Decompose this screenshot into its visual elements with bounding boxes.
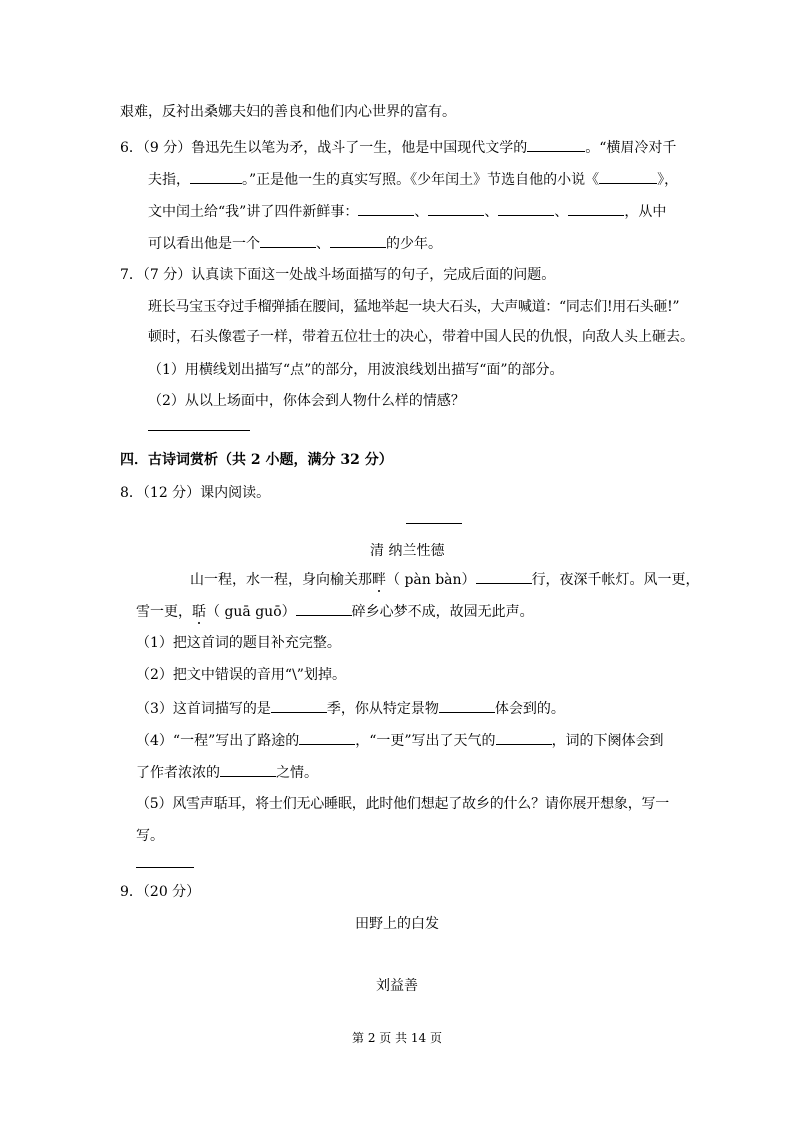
q8-title: 8．（12 分）课内阅读。 (120, 485, 271, 501)
poem-line-1 (190, 569, 700, 589)
q8-text: 了作者浓浓的 (136, 765, 220, 781)
q8-text: 体会到的。 (494, 701, 565, 717)
pinyin-options: （ guā guō） (206, 604, 296, 620)
answer-blank[interactable] (527, 137, 585, 152)
q8-text: （3）这首词描写的是 (136, 701, 271, 717)
q8-text: ，“一更”写出了天气的 (355, 733, 496, 749)
answer-blank[interactable] (190, 169, 242, 184)
article-title: 田野上的白发 (355, 916, 439, 932)
answer-blank[interactable] (498, 201, 554, 216)
q8-sub-question-2: （2）把文中错误的音用“\”划掉。 (136, 667, 346, 683)
answer-blank[interactable] (358, 201, 414, 216)
dotted-character: 畔 (372, 572, 386, 588)
answer-blank[interactable] (220, 762, 276, 777)
separator: 、 (414, 204, 429, 220)
q6-text: 》， (657, 172, 679, 188)
q7-passage-line-1: 班长马宝玉夺过手榴弹插在腰间，猛地举起一块大石头，大声喊道：“同志们!用石头砸!” (148, 299, 680, 315)
answer-blank[interactable] (299, 730, 355, 745)
q6-text: 文中闰土给“我”讲了四件新鲜事： (148, 204, 359, 220)
dotted-character: 聒 (192, 604, 206, 620)
q8-sub-question-3 (136, 698, 565, 718)
q6-text: 的少年。 (386, 236, 442, 252)
q8-text: 之情。 (276, 765, 318, 781)
poem-text: 行，夜深千帐灯。风一更， (531, 572, 700, 588)
q6-line-1 (120, 137, 676, 157)
answer-blank[interactable] (296, 601, 352, 616)
q8-sub-question-5-cont: 写。 (136, 828, 164, 844)
answer-blank[interactable] (271, 698, 327, 713)
q6-line-3 (148, 201, 666, 221)
q8-text: （4）“一程”写出了路途的 (136, 733, 300, 749)
answer-blank[interactable] (599, 169, 657, 184)
q8-sub-question-1: （1）把这首词的题目补充完整。 (136, 635, 341, 651)
q7-sub-question-1: （1）用横线划出描写“点”的部分，用波浪线划出描写“面”的部分。 (148, 362, 564, 378)
separator: 、 (554, 204, 569, 220)
separator: 、 (484, 204, 499, 220)
answer-line[interactable] (148, 430, 250, 431)
answer-blank[interactable] (260, 233, 316, 248)
q6-text: 。“横眉冷对千 (585, 140, 677, 156)
q8-text: ，词的下阕体会到 (551, 733, 664, 749)
q6-text: 6．（9 分）鲁迅先生以笔为矛，战斗了一生，他是中国现代文学的 (120, 140, 528, 156)
poem-line-2 (136, 601, 534, 621)
answer-blank[interactable] (428, 201, 484, 216)
answer-blank[interactable] (496, 730, 552, 745)
q8-sub-question-4-cont (136, 762, 318, 782)
poem-text: 山一程，水一程，身向榆关那 (190, 572, 372, 588)
poem-author: 清 纳兰性德 (370, 543, 445, 559)
answer-blank[interactable] (476, 569, 532, 584)
q6-text: 夫指， (148, 172, 190, 188)
q8-sub-question-4 (136, 730, 664, 750)
q6-text: ，从中 (624, 204, 667, 220)
q8-text: 季，你从特定景物 (326, 701, 439, 717)
q6-text: 可以看出他是一个 (148, 236, 260, 252)
answer-blank[interactable] (330, 233, 386, 248)
article-author: 刘益善 (376, 978, 418, 994)
q6-line-2 (148, 169, 678, 189)
poem-text: 碎乡心梦不成，故园无此声。 (351, 604, 534, 620)
pinyin-options: （ pàn bàn） (386, 572, 476, 588)
intro-text: 艰难，反衬出桑娜夫妇的善良和他们内心世界的富有。 (120, 104, 456, 120)
poem-title-blank[interactable] (406, 523, 462, 524)
page-number: 第 2 页 共 14 页 (352, 1031, 442, 1045)
q8-sub-question-5: （5）风雪声聒耳，将士们无心睡眠，此时他们想起了故乡的什么？请你展开想象，写一 (136, 796, 670, 812)
q6-line-4 (148, 233, 442, 253)
section-heading: 四．古诗词赏析（共 2 小题，满分 32 分） (120, 452, 393, 468)
answer-line[interactable] (136, 867, 194, 868)
q7-sub-question-2: （2）从以上场面中，你体会到人物什么样的情感？ (148, 393, 465, 409)
answer-blank[interactable] (439, 698, 495, 713)
q7-passage-line-2: 顿时，石头像雹子一样，带着五位壮士的决心，带着中国人民的仇恨，向敌人头上砸去。 (148, 329, 694, 345)
q9-title: 9．（20 分） (120, 884, 201, 900)
poem-text: 雪一更， (136, 604, 192, 620)
answer-blank[interactable] (568, 201, 624, 216)
q6-text: 。”正是他一生的真实写照。《少年闰土》节选自他的小说《 (242, 172, 600, 188)
q7-title: 7．（7 分）认真读下面这一处战斗场面描写的句子，完成后面的问题。 (120, 267, 556, 283)
separator: 、 (316, 236, 330, 252)
